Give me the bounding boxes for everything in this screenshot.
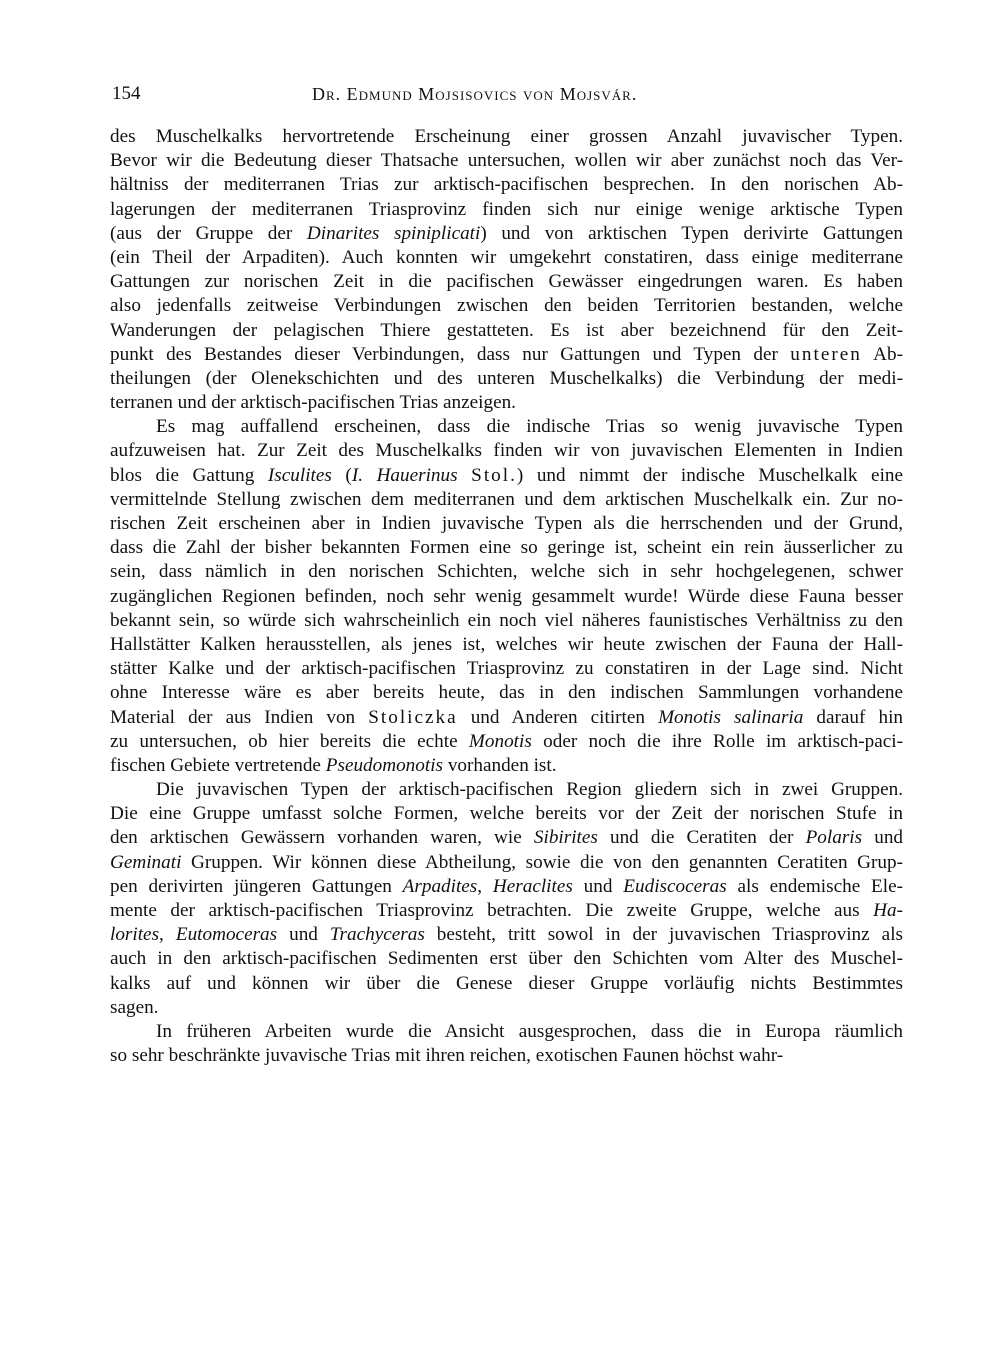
text-line: aufzuweisen hat. Zur Zeit des Muschelkalks finden wir von juvavischen Elementen in Indien	[110, 440, 903, 462]
paragraph	[110, 415, 903, 778]
page-header	[112, 83, 902, 109]
text-line: (ein Theil der Arpaditen). Auch konnten wir umgekehrt constatiren, dass einige mediterrane	[110, 246, 903, 268]
text-line: zugänglichen Regionen befinden, noch sehr wenig gesammelt wurde! Würde diese Fauna besser	[110, 585, 903, 607]
text-line: vermittelnde Stellung zwischen dem mediterranen und dem arktischen Muschelkalk ein. Zur no-	[110, 488, 903, 510]
text-line: fischen Gebiete vertretende Pseudomonotis vorhanden ist.	[110, 754, 557, 776]
text-line: Die juvavischen Typen der arktisch-pacifischen Region gliedern sich in zwei Gruppen.	[156, 779, 903, 801]
text-line: dass die Zahl der bisher bekannten Formen eine so geringe ist, scheint ein rein äusserlicher zu	[110, 537, 903, 559]
text-line: hältniss der mediterranen Trias zur arktisch-pacifischen besprechen. In den norischen Ab-	[110, 174, 903, 196]
text-line: Geminati Gruppen. Wir können diese Abtheilung, sowie die von den genannten Ceratiten Grup-	[110, 851, 903, 873]
text-line: sagen.	[110, 996, 159, 1018]
body-text	[110, 125, 903, 1068]
text-line: lorites, Eutomoceras und Trachyceras besteht, tritt sowol in der juvavischen Triasprovinz als	[110, 924, 903, 946]
text-line: Hallstätter Kalken herausstellen, als jenes ist, welches wir heute zwischen der Fauna der Hall-	[110, 633, 903, 655]
text-line: In früheren Arbeiten wurde die Ansicht ausgesprochen, dass die in Europa räumlich	[156, 1020, 903, 1042]
text-line: punkt des Bestandes dieser Verbindungen, dass nur Gattungen und Typen der unteren Ab-	[110, 343, 903, 365]
text-line: stätter Kalke und der arktisch-pacifischen Triasprovinz zu constatiren in der Lage sind. Nicht	[110, 658, 903, 680]
page-number: 154	[112, 83, 141, 104]
text-line: des Muschelkalks hervortretende Erscheinung einer grossen Anzahl juvavischer Typen.	[110, 126, 903, 147]
text-line: so sehr beschränkte juvavische Trias mit ihren reichen, exotischen Faunen höchst wahr-	[110, 1045, 784, 1067]
text-line: Die eine Gruppe umfasst solche Formen, welche bereits vor der Zeit der norischen Stufe in	[110, 803, 903, 825]
text-line: sein, dass nämlich in den norischen Schichten, welche sich in sehr hochgelegenen, schwer	[110, 561, 903, 583]
text-line: (aus der Gruppe der Dinarites spiniplicati) und von arktischen Typen derivirte Gattungen	[110, 222, 903, 244]
text-line: theilungen (der Olenekschichten und des unteren Muschelkalks) die Verbindung der medi-	[110, 367, 903, 389]
text-line: Es mag auffallend erscheinen, dass die indische Trias so wenig juvavische Typen	[156, 416, 903, 438]
text-line: also jedenfalls zeitweise Verbindungen zwischen den beiden Territorien bestanden, welche	[110, 295, 903, 317]
text-line: terranen und der arktisch-pacifischen Trias anzeigen.	[110, 392, 516, 414]
text-line: auch in den arktisch-pacifischen Sedimenten erst über den Schichten vom Alter des Muschel-	[110, 948, 903, 970]
text-line: Material der aus Indien von Stoliczka und Anderen citirten Monotis salinaria darauf hin	[110, 706, 903, 728]
text-line: Gattungen zur norischen Zeit in die pacifischen Gewässer eingedrungen waren. Es haben	[110, 271, 903, 293]
text-line: Wanderungen der pelagischen Thiere gestatteten. Es ist aber bezeichnend für den Zeit-	[110, 319, 903, 341]
paragraph	[110, 125, 903, 415]
text-line: den arktischen Gewässern vorhanden waren, wie Sibirites und die Ceratiten der Polaris und	[110, 827, 903, 849]
running-head: Dr. Edmund Mojsisovics von Mojsvár.	[312, 84, 638, 104]
text-line: kalks auf und können wir über die Genese dieser Gruppe vorläufig nichts Bestimmtes	[110, 972, 903, 994]
text-line: lagerungen der mediterranen Triasprovinz finden sich nur einige wenige arktische Typen	[110, 198, 903, 220]
text-line: mente der arktisch-pacifischen Triasprovinz betrachten. Die zweite Gruppe, welche aus Ha-	[110, 900, 903, 921]
text-line: pen derivirten jüngeren Gattungen Arpadites, Heraclites und Eudiscoceras als endemische Ele-	[110, 875, 903, 897]
text-line: bekannt sein, so würde sich wahrscheinlich ein noch viel näheres faunistisches Verhältniss zu den	[110, 609, 903, 631]
paragraph	[110, 778, 903, 1020]
text-line: ohne Interesse wäre es aber bereits heute, das in den indischen Sammlungen vorhandene	[110, 682, 903, 704]
text-line: rischen Zeit erscheinen aber in Indien juvavische Typen als die herrschenden und der Grund,	[110, 513, 903, 534]
text-line: blos die Gattung Isculites (I. Hauerinus Stol.) und nimmt der indische Muschelkalk eine	[110, 464, 903, 486]
text-line: Bevor wir die Bedeutung dieser Thatsache untersuchen, wollen wir aber zunächst noch das Ver-	[110, 150, 903, 172]
paragraph	[110, 1020, 903, 1068]
text-line: zu untersuchen, ob hier bereits die echte Monotis oder noch die ihre Rolle im arktisch-paci-	[110, 730, 903, 752]
